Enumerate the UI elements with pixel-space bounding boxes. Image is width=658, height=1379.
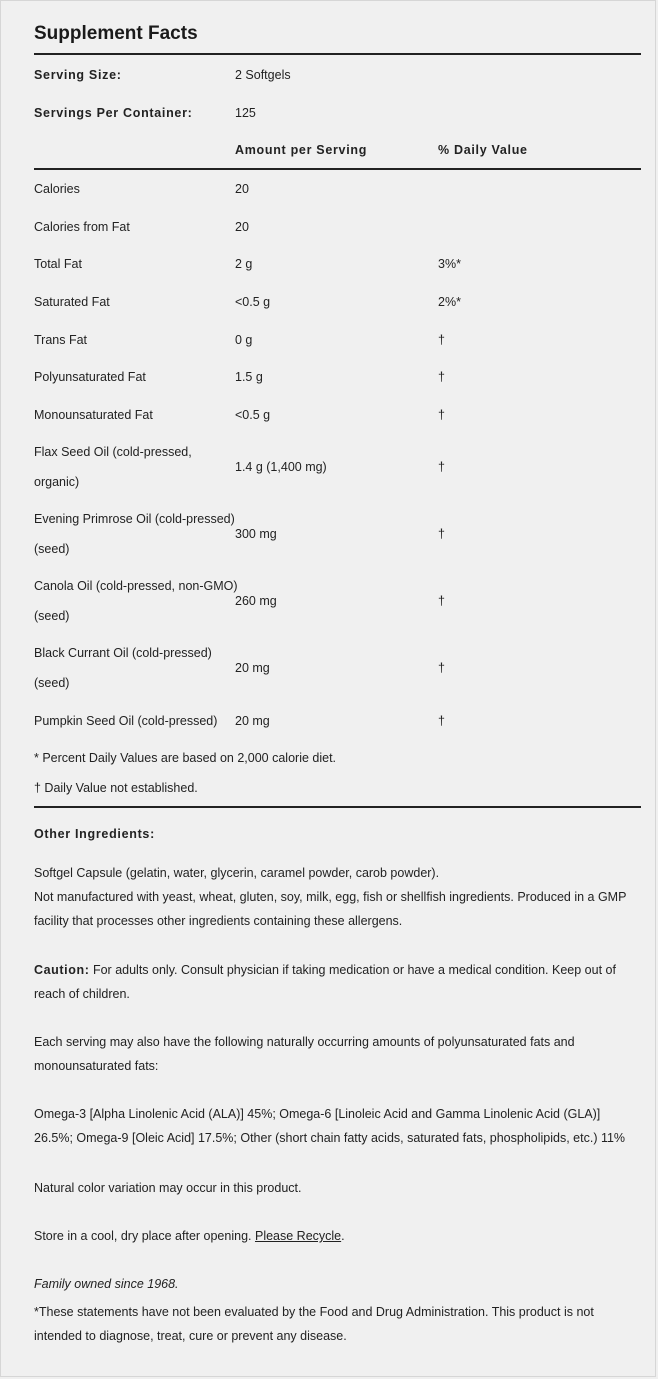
nutrient-amount: 20 mg (235, 714, 270, 728)
period: . (341, 1229, 345, 1243)
nutrient-amount: 2 g (235, 257, 253, 271)
header-divider (34, 168, 641, 170)
nutrient-daily-value: † (438, 594, 445, 608)
nutrient-name: Total Fat (34, 257, 82, 271)
nutrient-amount: 0 g (235, 333, 253, 347)
servings-per-container-label: Servings Per Container: (34, 106, 193, 120)
footnote-divider (34, 806, 641, 808)
nutrient-daily-value: † (438, 370, 445, 384)
nutrient-daily-value: † (438, 333, 445, 347)
nutrient-amount: <0.5 g (235, 408, 271, 422)
caution-label: Caution: (34, 963, 90, 977)
nutrient-daily-value: † (438, 661, 445, 675)
nutrient-name: Calories (34, 182, 80, 196)
nutrient-amount: 20 mg (235, 661, 270, 675)
panel-title: Supplement Facts (34, 23, 198, 44)
nutrient-daily-value: † (438, 408, 445, 422)
omega-paragraph: Omega-3 [Alpha Linolenic Acid (ALA)] 45%; Omega-6 [Linoleic Acid and Gamma Linolenic Acid (GLA)] 26.5%; Omega-9 [Oleic Acid] 17.5%; Other (short chain fatty acids, saturated fats, phospholipids, etc.) 11% (34, 1107, 626, 1145)
nutrient-daily-value: † (438, 714, 445, 728)
capsule-ingredients: Softgel Capsule (gelatin, water, glycerin, caramel powder, carob powder). (34, 866, 440, 880)
fda-disclaimer: *These statements have not been evaluated by the Food and Drug Administration. This product is not intended to diagnose, treat, cure or prevent any disease. (34, 1305, 594, 1343)
title-divider (34, 53, 641, 55)
other-ingredients-label: Other Ingredients: (34, 827, 155, 841)
nutrient-amount: 20 (235, 182, 249, 196)
storage-text: Store in a cool, dry place after opening. (34, 1229, 252, 1243)
nutrient-daily-value: 2%* (438, 295, 461, 309)
nutrient-name: Evening Primrose Oil (cold-pressed) (seed) (34, 512, 235, 556)
nutrient-amount: 20 (235, 220, 249, 234)
nutrient-daily-value: 3%* (438, 257, 461, 271)
storage-paragraph (34, 1224, 641, 1248)
nutrient-daily-value: † (438, 527, 445, 541)
serving-size-label: Serving Size: (34, 68, 122, 82)
nutrient-amount: 1.4 g (1,400 mg) (235, 460, 327, 474)
serving-size-value: 2 Softgels (235, 68, 291, 82)
nutrient-name: Monounsaturated Fat (34, 408, 153, 422)
nutrient-amount: 260 mg (235, 594, 277, 608)
serving-fats-paragraph: Each serving may also have the following naturally occurring amounts of polyunsaturated fats and monounsaturated fats: (34, 1035, 575, 1073)
nutrient-name: Flax Seed Oil (cold-pressed, organic) (34, 445, 192, 489)
recycle-link[interactable]: Please Recycle (254, 1229, 342, 1243)
nutrient-name: Polyunsaturated Fat (34, 370, 146, 384)
color-variation-note: Natural color variation may occur in this product. (34, 1181, 302, 1195)
nutrient-amount: <0.5 g (235, 295, 271, 309)
nutrient-amount: 1.5 g (235, 370, 263, 384)
allergen-statement: Not manufactured with yeast, wheat, gluten, soy, milk, egg, fish or shellfish ingredients. Produced in a GMP facility that processes other ingredients containing these allergens. (34, 890, 627, 928)
nutrient-name: Canola Oil (cold-pressed, non-GMO) (seed) (34, 579, 238, 623)
footnote-dagger: † Daily Value not established. (34, 781, 198, 795)
footnote-percent-daily: * Percent Daily Values are based on 2,000 calorie diet. (34, 751, 337, 765)
nutrient-name: Trans Fat (34, 333, 88, 347)
caution-text: For adults only. Consult physician if taking medication or have a medical condition. Keep out of reach of children. (34, 963, 616, 1001)
family-owned-note: Family owned since 1968. (34, 1277, 179, 1291)
nutrient-name: Calories from Fat (34, 220, 130, 234)
servings-per-container-value: 125 (235, 106, 256, 120)
nutrient-name: Saturated Fat (34, 295, 110, 309)
column-header-daily-value: % Daily Value (438, 143, 528, 157)
other-ingredients-text (34, 861, 641, 933)
nutrient-name: Pumpkin Seed Oil (cold-pressed) (34, 714, 218, 728)
column-header-amount: Amount per Serving (235, 143, 368, 157)
nutrient-amount: 300 mg (235, 527, 277, 541)
nutrient-name: Black Currant Oil (cold-pressed) (seed) (34, 646, 212, 690)
caution-paragraph (34, 958, 641, 1006)
nutrient-daily-value: † (438, 460, 445, 474)
